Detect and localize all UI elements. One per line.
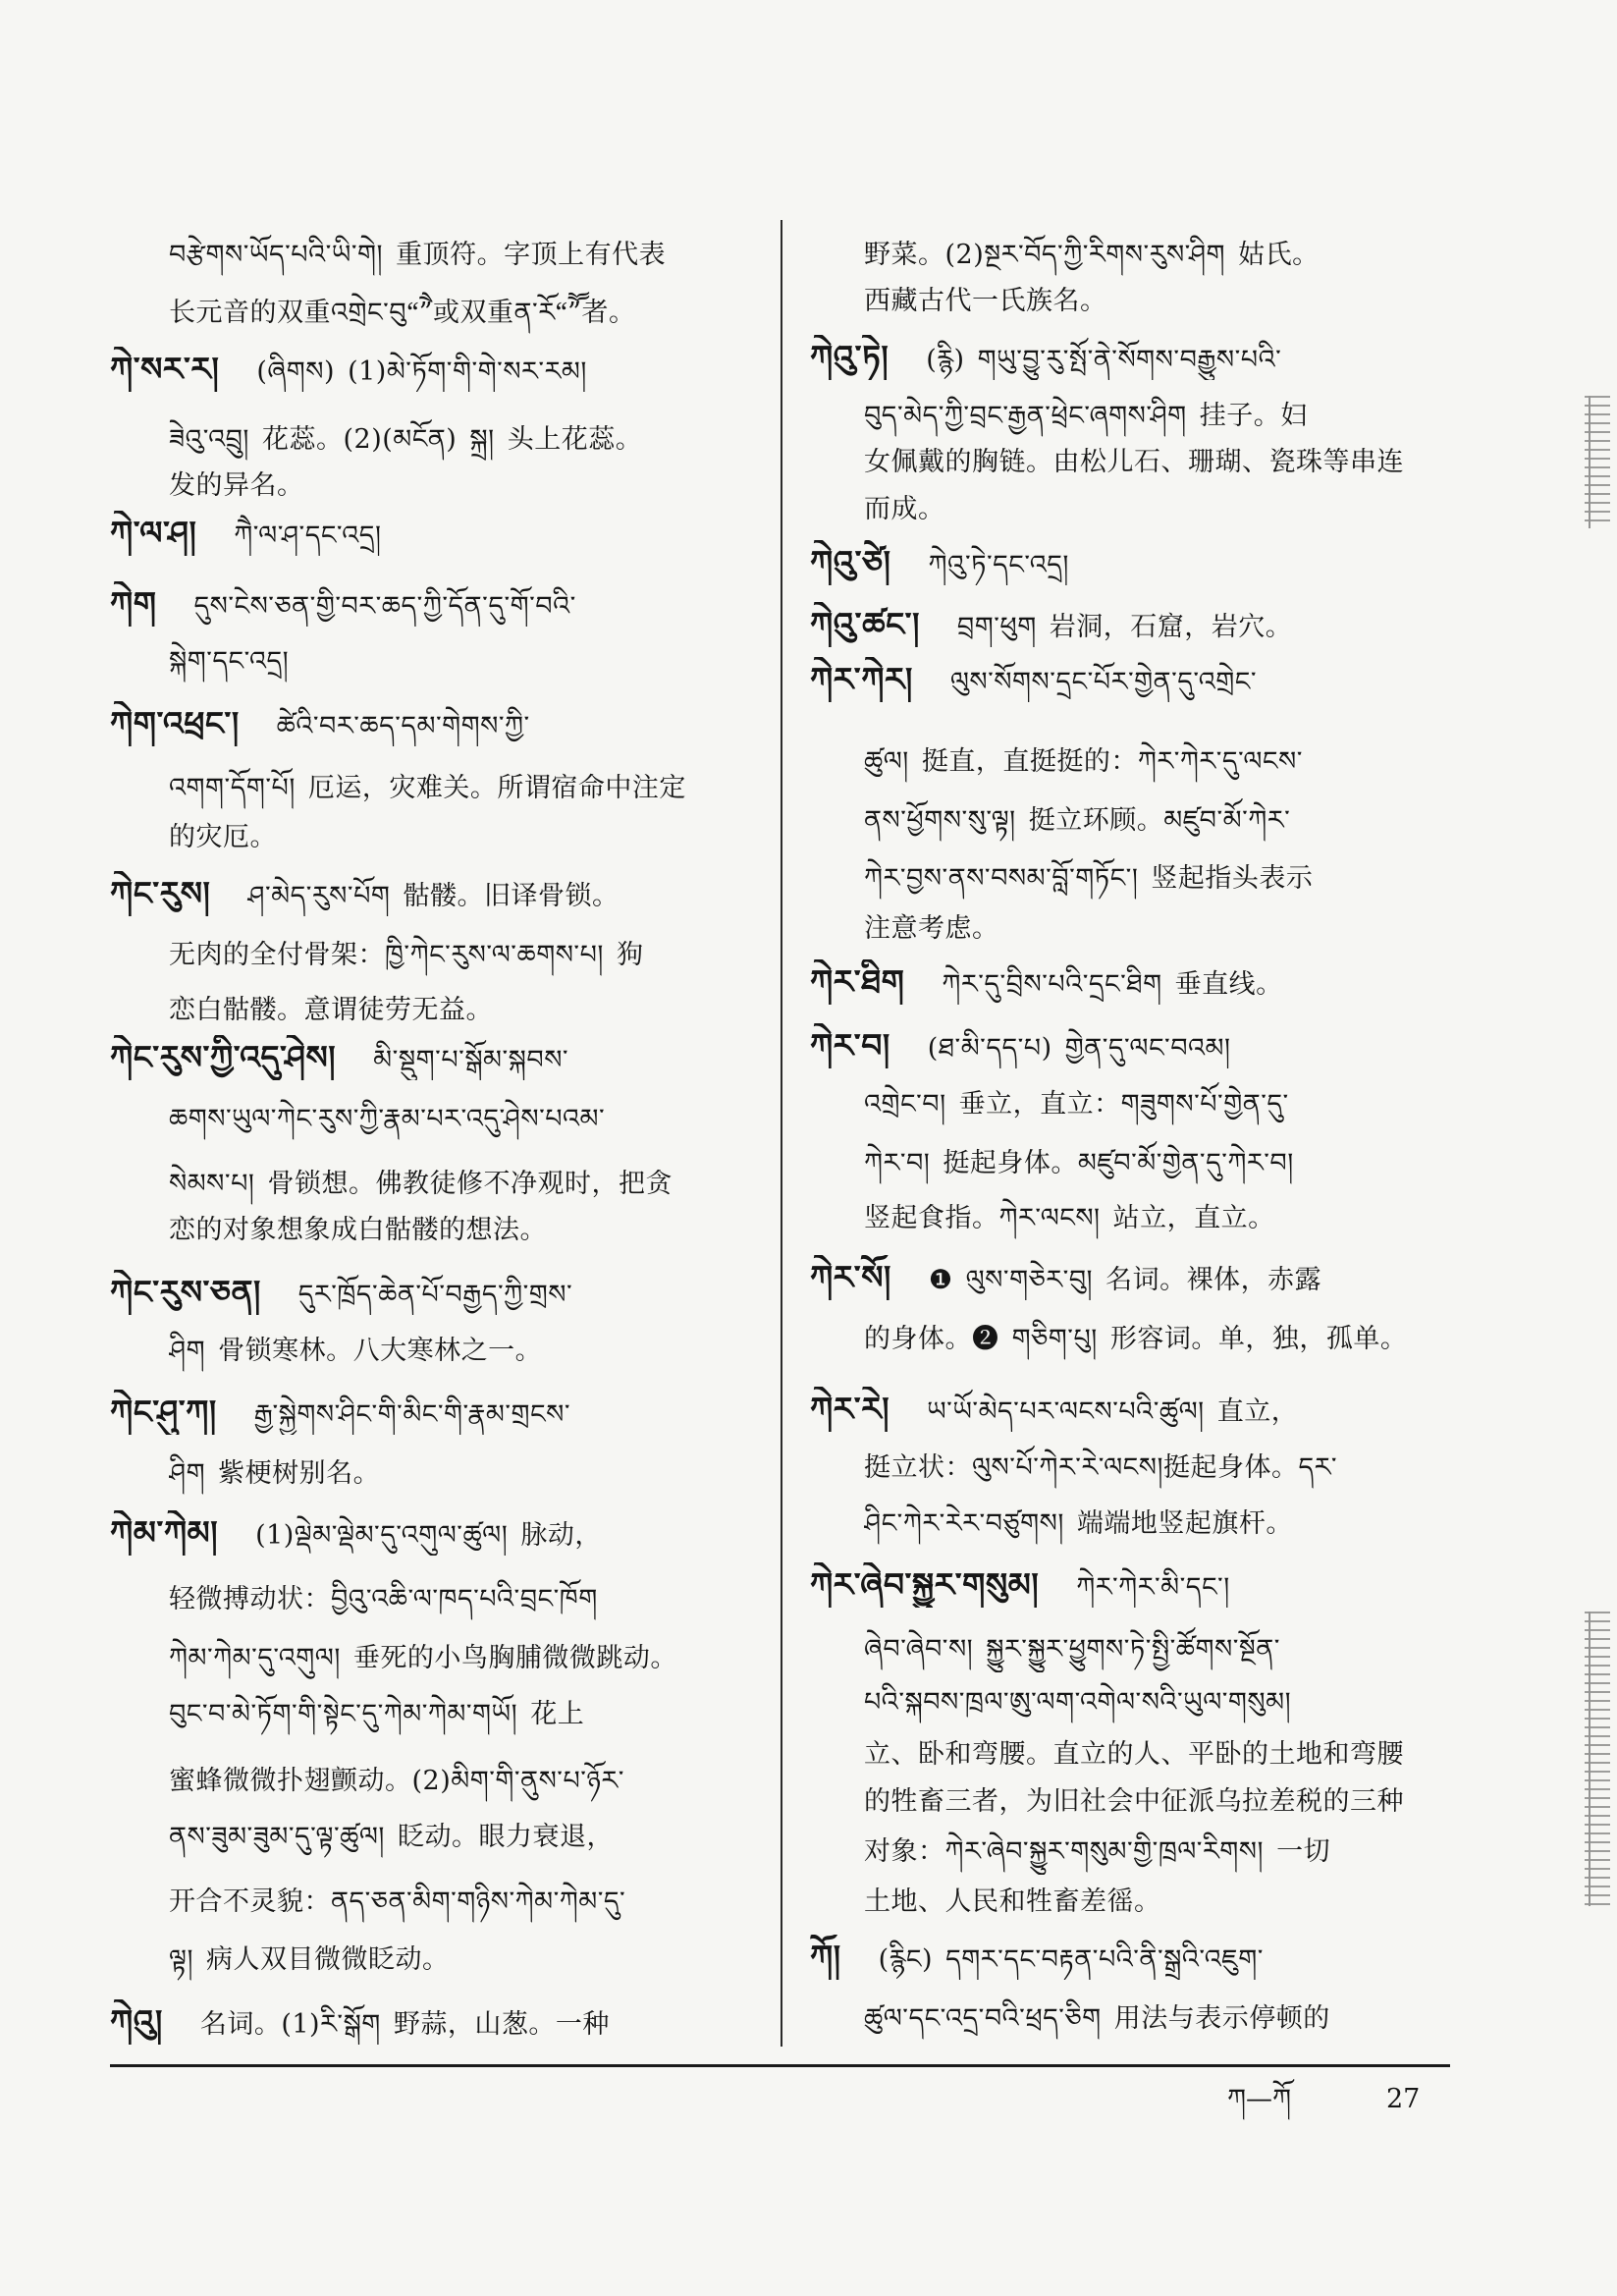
line-text: ལྟ། 病人双目微微眨动。	[169, 1944, 450, 1975]
entry-line	[110, 347, 748, 392]
definition-line	[169, 233, 748, 278]
definition-text: དུར་ཁྲོད་ཆེན་པོ་བརྒྱད་ཀྱི་གྲས་	[297, 1280, 573, 1310]
definition-line	[864, 233, 1445, 278]
line-text: པའི་སྐབས་ཁྲལ་ཨུ་ལག་འགེལ་སའི་ཡུལ་གསུམ།	[864, 1687, 1292, 1718]
line-text: ཀེར་བ། 挺起身体。མཛུབ་མོ་གྱེན་དུ་ཀེར་བ།	[864, 1148, 1294, 1178]
definition-line	[169, 1636, 748, 1681]
definition-text: མི་སྡུག་པ་སྒོམ་སྐབས་	[373, 1045, 569, 1075]
page-number: 27	[1386, 2084, 1421, 2114]
definition-text: ཀེར་ཀེར་མི་དང་།	[1076, 1572, 1230, 1603]
definition-line	[864, 1732, 1445, 1777]
line-text: 对象：ཀེར་ཞེབ་སྐྱུར་གསུམ་གྱི་ཁྲལ་རིགས། 一切	[864, 1836, 1331, 1867]
headword: ཀེང་རུས།	[110, 874, 211, 912]
definition-line	[169, 1880, 748, 1925]
line-text: ནས་ཟུམ་ཟུམ་དུ་ལྟ་ཚུལ། 眨动。眼力衰退，	[169, 1822, 615, 1852]
definition-line	[864, 1680, 1445, 1725]
definition-line	[864, 394, 1445, 439]
line-text: 西藏古代一氏族名。	[864, 286, 1107, 316]
headword: ཀེར་སོ།	[810, 1258, 891, 1296]
headword: ཀེག	[110, 584, 157, 623]
scan-edge-marks	[1585, 396, 1610, 528]
definition-line	[169, 1815, 748, 1860]
entry-line	[110, 1035, 748, 1080]
line-text: 轻微搏动状：བྱིའུ་འཆི་ལ་ཁད་པའི་བྲང་ཁོག	[169, 1584, 598, 1614]
entry-line	[810, 959, 1445, 1005]
headword: ཀེའུ་ཏེ།	[810, 338, 889, 376]
definition-line	[864, 1996, 1445, 2042]
entry-line	[810, 1387, 1445, 1432]
entry-line	[810, 335, 1445, 380]
line-text: 发的异名。	[169, 470, 304, 501]
line-text: 开合不灵貌：ནད་ཅན་མིག་གཉིས་ཀེམ་ཀེམ་དུ་	[169, 1886, 626, 1917]
line-text: 恋的对象想象成白骷髅的想法。	[169, 1215, 547, 1245]
definition-line	[169, 1097, 748, 1142]
line-text: བུང་བ་མེ་ཏོག་གི་སྟེང་དུ་ཀེམ་ཀེམ་གཡོ། 花上	[169, 1699, 585, 1729]
definition-line	[169, 1759, 748, 1804]
definition-text: ཀེར་དུ་བྲིས་པའི་དྲང་ཐིག 垂直线。	[942, 969, 1283, 1000]
line-text: 无肉的全付骨架：ཁྱི་ཀེང་རུས་ལ་ཆགས་པ། 狗	[169, 940, 644, 970]
headword: ཀེར་རེ།	[810, 1390, 890, 1428]
headword: ཀེ་ལ་ཤ།	[110, 514, 197, 552]
definition-line	[864, 1830, 1445, 1875]
definition-line	[864, 906, 1445, 952]
line-text: 而成。	[864, 494, 945, 524]
footer-rule	[110, 2064, 1450, 2067]
definition-text: (རྙིང) དགར་དང་བརྟན་པའི་ནི་སྒྲའི་འཇུག་	[878, 1944, 1264, 1975]
line-text: 挺立状：ལུས་པོ་ཀེར་རེ་ལངས།挺起身体。དར་	[864, 1452, 1338, 1483]
definition-text: 名词。(1)རི་སྒོག 野蒜，山葱。一种	[199, 2009, 610, 2040]
definition-line	[864, 739, 1445, 785]
definition-line	[169, 639, 748, 684]
definition-text: (ཞིགས) (1)མེ་ཏོག་གི་གེ་སར་རམ།	[256, 356, 587, 387]
definition-text: ཡ་ཡོ་མེད་པར་ལངས་པའི་ཚུལ། 直立，	[927, 1396, 1299, 1427]
headword: ཀེང་རུས་ཅན།	[110, 1273, 261, 1311]
line-text: 立、卧和弯腰。直立的人、平卧的土地和弯腰	[864, 1739, 1404, 1770]
definition-line	[864, 1317, 1445, 1362]
definition-line	[864, 1446, 1445, 1491]
line-text: 长元音的双重འགྲེང་བུ“ཻ”或双重ན་རོ“ཽ”者。	[169, 298, 636, 328]
definition-line	[864, 856, 1445, 902]
line-text: ཀེར་བྱས་ནས་བསམ་བློ་གཏོང་། 竖起指头表示	[864, 863, 1314, 894]
entry-line	[810, 602, 1445, 647]
headword: ཀེ་སར་ར།	[110, 350, 220, 388]
scan-edge-marks	[1585, 1612, 1610, 1906]
entry-line	[810, 1023, 1445, 1068]
definition-line	[169, 1162, 748, 1207]
entry-line	[810, 540, 1445, 585]
line-text: 土地、人民和牲畜差徭。	[864, 1886, 1161, 1917]
line-text: 的灾厄。	[169, 822, 277, 852]
definition-line	[864, 279, 1445, 324]
line-text: 注意考虑。	[864, 913, 999, 944]
definition-line	[169, 1577, 748, 1622]
definition-line	[864, 440, 1445, 485]
headword: ཀེར་ཞེབ་སྐྱུར་གསུམ།	[810, 1565, 1040, 1604]
definition-text: (རྙི) གཡུ་བྱུ་རུ་སྤོ་ནེ་སོགས་བརྒྱུས་པའི་	[926, 345, 1282, 375]
definition-line	[169, 464, 748, 509]
line-text: ཟེའུ་འབྲུ། 花蕊。(2)(མངོན) སྐྲ། 头上花蕊。	[169, 424, 643, 455]
definition-text: ཀཻ་ལ་ཤ་དང་འདྲ།	[234, 520, 382, 551]
definition-text: ཤ་མེད་རུས་པོག 骷髅。旧译骨锁。	[247, 881, 620, 911]
definition-text: ❶ ལུས་གཅེར་བུ། 名词。裸体，赤露	[928, 1265, 1322, 1295]
definition-line	[169, 1938, 748, 1983]
line-text: ཀེམ་ཀེམ་དུ་འགུལ། 垂死的小鸟胸脯微微跳动。	[169, 1643, 677, 1673]
entry-line	[110, 1270, 748, 1315]
definition-line	[169, 1208, 748, 1253]
headword: ཀེག་འཕྲང་།	[110, 704, 240, 742]
definition-line	[169, 766, 748, 811]
entry-line	[810, 1935, 1445, 1980]
headword: ཀེར་ཀེར།	[810, 660, 913, 698]
line-text: ཚུལ་དང་འདྲ་བའི་ཕྲད་ཅིག 用法与表示停顿的	[864, 2003, 1330, 2034]
definition-line	[864, 1502, 1445, 1547]
line-text: འགག་དོག་པོ། 厄运，灾难关。所谓宿命中注定	[169, 773, 686, 803]
line-text: 恋白骷髅。意谓徒劳无益。	[169, 995, 493, 1025]
line-text: ཞེབ་ཞེབ་ས། སྐྱུར་སྐྱུར་ཕྱུགས་ཏེ་སྤྱི་ཚོགས་སྔོན་	[864, 1634, 1280, 1665]
line-text: 野菜。(2)སྔར་བོད་ཀྱི་རིགས་རུས་ཤིག 姑氏。	[864, 240, 1320, 270]
definition-line	[864, 1627, 1445, 1672]
entry-line	[110, 1390, 748, 1435]
entry-line	[110, 1999, 748, 2045]
definition-line	[864, 1082, 1445, 1127]
definition-text: བྲག་ཕུག 岩洞，石窟，岩穴。	[956, 612, 1293, 642]
entry-line	[110, 581, 748, 627]
entry-line	[810, 1562, 1445, 1608]
line-text: ཤིག 骨锁寒林。八大寒林之一。	[169, 1336, 543, 1366]
headword: ཀེའུ།	[110, 2002, 163, 2041]
definition-line	[864, 1779, 1445, 1825]
right-column	[810, 0, 1445, 2296]
definition-text: ལུས་སོགས་དྲང་པོར་གྱེན་དུ་འགྲེང་	[949, 667, 1258, 697]
headword: ཀེའུ་ཚང་།	[810, 605, 920, 643]
definition-line	[169, 291, 748, 336]
definition-line	[169, 1451, 748, 1497]
line-text: 的牲畜三者，为旧社会中征派乌拉差税的三种	[864, 1786, 1404, 1817]
line-text: ནས་ཕྱོགས་སུ་ལྟ། 挺立环顾。མཛུབ་མོ་ཀེར་	[864, 805, 1291, 836]
page-range-header: ཀ—ཀོ	[1227, 2084, 1292, 2114]
definition-line	[169, 1329, 748, 1374]
line-text: ཚུལ། 挺直，直挺挺的：ཀེར་ཀེར་དུ་ལངས་	[864, 746, 1303, 777]
line-text: བུད་མེད་ཀྱི་བྲང་རྒྱན་ཕྲེང་ཞགས་ཤིག 挂子。妇	[864, 401, 1308, 431]
line-text: འགྲེང་བ། 垂立，直立：གཟུགས་པོ་གྱེན་དུ་	[864, 1089, 1289, 1120]
line-text: ཆགས་ཡུལ་ཀེང་རུས་ཀྱི་རྣམ་པར་འདུ་ཤེས་པའམ་	[169, 1104, 606, 1134]
headword: ཀོ།	[810, 1938, 841, 1976]
entry-line	[110, 871, 748, 916]
definition-text: ཚེའི་བར་ཆད་དམ་གེགས་ཀྱི་	[276, 711, 530, 741]
headword: ཀེང་ཤུ་ཀ།	[110, 1393, 217, 1431]
definition-line	[169, 417, 748, 463]
entry-line	[110, 1510, 748, 1556]
entry-line	[810, 1255, 1445, 1300]
definition-text: (1)ལྡེམ་ལྡེམ་དུ་འགུལ་ཚུལ། 脉动，	[255, 1520, 602, 1551]
line-text: སེམས་པ། 骨锁想。佛教徒修不净观时，把贪	[169, 1169, 673, 1199]
column-divider	[781, 220, 782, 2047]
headword: ཀེམ་ཀེམ།	[110, 1513, 219, 1552]
line-text: 蜜蜂微微扑翅颤动。(2)མིག་གི་ནུས་པ་ཉོར་	[169, 1766, 624, 1796]
definition-line	[169, 815, 748, 860]
left-column	[110, 0, 748, 2296]
line-text: སྐེག་དང་འདྲ།	[169, 646, 290, 677]
definition-line	[864, 1880, 1445, 1925]
line-text: 的身体。❷ གཅིག་པུ། 形容词。单，独，孤单。	[864, 1324, 1408, 1354]
line-text: 竖起食指。ཀེར་ལངས། 站立，直立。	[864, 1203, 1275, 1233]
definition-line	[169, 1692, 748, 1737]
entry-line	[810, 657, 1445, 702]
line-text: ཤིག 紫梗树别名。	[169, 1458, 381, 1489]
headword: ཀེང་རུས་ཀྱི་འདུ་ཤེས།	[110, 1038, 337, 1076]
definition-line	[169, 933, 748, 978]
definition-text: (ཐ་མི་དད་པ) གྱེན་དུ་ལང་བའམ།	[927, 1033, 1231, 1064]
definition-line	[864, 1196, 1445, 1241]
entry-line	[110, 701, 748, 746]
definition-line	[864, 487, 1445, 532]
definition-text: རྒྱ་སྐྱེགས་ཤིང་གི་མིང་གི་རྣམ་གྲངས་	[253, 1399, 570, 1430]
headword: ཀེར་བ།	[810, 1026, 890, 1065]
definition-text: དུས་ངེས་ཅན་གྱི་བར་ཆད་ཀྱི་དོན་དུ་གོ་བའི་	[193, 591, 576, 622]
headword: ཀེར་ཐིག	[810, 962, 905, 1001]
definition-line	[864, 1141, 1445, 1186]
definition-text: ཀེའུ་ཏེ་དང་འདྲ།	[928, 550, 1069, 580]
line-text: ཤིང་ཀེར་རེར་བཙུགས། 端端地竖起旗杆。	[864, 1508, 1293, 1539]
entry-line	[110, 511, 748, 556]
headword: ཀེའུ་ཙེ།	[810, 543, 891, 581]
line-text: བརྩེགས་ཡོད་པའི་ཡི་གེ། 重顶符。字顶上有代表	[169, 240, 667, 270]
line-text: 女佩戴的胸链。由松儿石、珊瑚、瓷珠等串连	[864, 447, 1404, 477]
definition-line	[864, 798, 1445, 844]
definition-line	[169, 988, 748, 1033]
